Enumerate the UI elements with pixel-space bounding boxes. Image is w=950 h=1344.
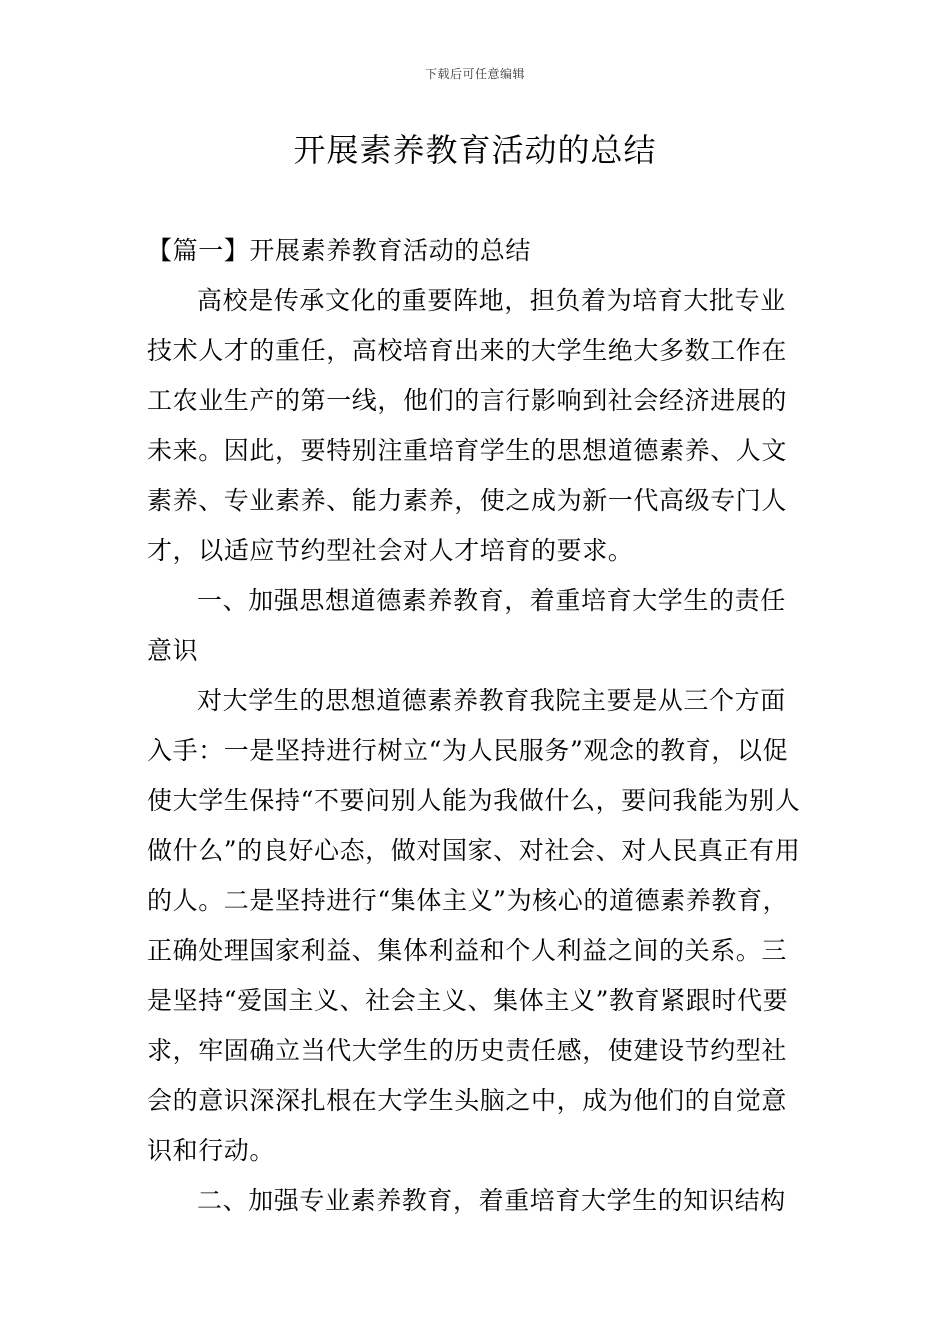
header-note: 下载后可任意编辑	[424, 67, 525, 81]
section-heading-1: 一、加强思想道德素养教育，着重培育大学生的责任意识	[147, 586, 786, 665]
document-title: 开展素养教育活动的总结	[293, 131, 657, 169]
paragraph-moral-education: 对大学生的思想道德素养教育我院主要是从三个方面入手：一是坚持进行树立“为人民服务”观念的教育，以促使大学生保持“不要问别人能为我做什么，要问我能为别人做什么”的良好心态，做对国家、对社会、对人民真正有用的人。二是坚持进行“集体主义”为核心的道德素养教育，正确处理国家利益、集体利益和个人利益之间的关系。三是坚持“爱国主义、社会主义、集体主义”教育紧跟时代要求，牢固确立当代大学生的历史责任感，使建设节约型社会的意识深深扎根在大学生头脑之中，成为他们的自觉意识和行动。	[147, 686, 801, 1165]
paragraph-intro: 高校是传承文化的重要阵地，担负着为培育大批专业技术人才的重任，高校培育出来的大学生绝大多数工作在工农业生产的第一线，他们的言行影响到社会经济进展的未来。因此，要特别注重培育学生的思想道德素养、人文素养、专业素养、能力素养，使之成为新一代高级专门人才，以适应节约型社会对人才培育的要求。	[147, 286, 788, 565]
section-heading-2: 二、加强专业素养教育，着重培育大学生的知识结构	[197, 1186, 786, 1215]
document-body	[147, 226, 807, 1226]
part-heading: 【篇一】开展素养教育活动的总结	[147, 236, 532, 265]
